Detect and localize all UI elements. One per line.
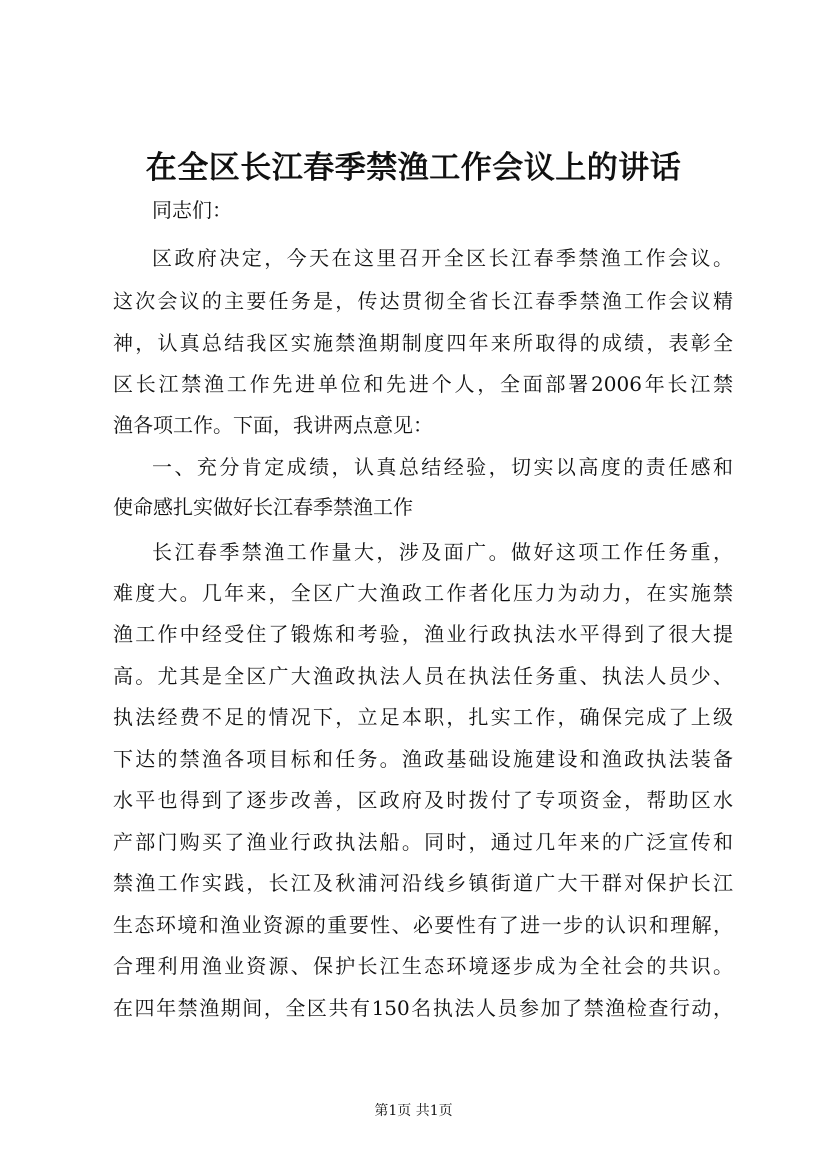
body-line: 高。尤其是全区广大渔政执法人员在执法任务重、执法人员少、 [113,664,733,688]
body-line: 合理利用渔业资源、保护长江生态环境逐步成为全社会的共识。 [113,954,733,978]
body-line: 产部门购买了渔业行政执法船。同时，通过几年来的广泛宣传和 [113,830,733,854]
body-line: 生态环境和渔业资源的重要性、必要性有了进一步的认识和理解， [113,913,733,937]
body-line: 这次会议的主要任务是，传达贯彻全省长江春季禁渔工作会议精 [113,289,733,313]
body-line: 水平也得到了逐步改善，区政府及时拨付了专项资金，帮助区水 [113,788,733,812]
body-line: 渔各项工作。下面，我讲两点意见： [113,413,433,437]
body-line: 渔工作中经受住了锻炼和考验，渔业行政执法水平得到了很大提 [113,622,733,646]
body-line: 长江春季禁渔工作量大，涉及面广。做好这项工作任务重， [152,540,733,564]
body-line: 执法经费不足的情况下，立足本职，扎实工作，确保完成了上级 [113,705,733,729]
body-line: 下达的禁渔各项目标和任务。渔政基础设施建设和渔政执法装备 [113,747,733,771]
section-heading-line: 一、充分肯定成绩，认真总结经验，切实以高度的责任感和 [152,455,733,479]
page-number-footer: 第1页 共1页 [374,1103,453,1119]
body-line: 区政府决定，今天在这里召开全区长江春季禁渔工作会议。 [152,246,733,270]
body-line: 神，认真总结我区实施禁渔期制度四年来所取得的成绩，表彰全 [113,331,733,355]
body-line: 区长江禁渔工作先进单位和先进个人，全面部署2006年长江禁 [113,372,733,396]
document-title: 在全区长江春季禁渔工作会议上的讲话 [145,150,682,186]
body-line: 难度大。几年来，全区广大渔政工作者化压力为动力，在实施禁 [113,581,733,605]
body-line: 在四年禁渔期间，全区共有150名执法人员参加了禁渔检查行动， [113,996,733,1020]
body-line: 禁渔工作实践，长江及秋浦河沿线乡镇街道广大干群对保护长江 [113,871,733,895]
salutation-line: 同志们： [152,198,232,222]
section-heading-line: 使命感扎实做好长江春季禁渔工作 [113,495,413,519]
